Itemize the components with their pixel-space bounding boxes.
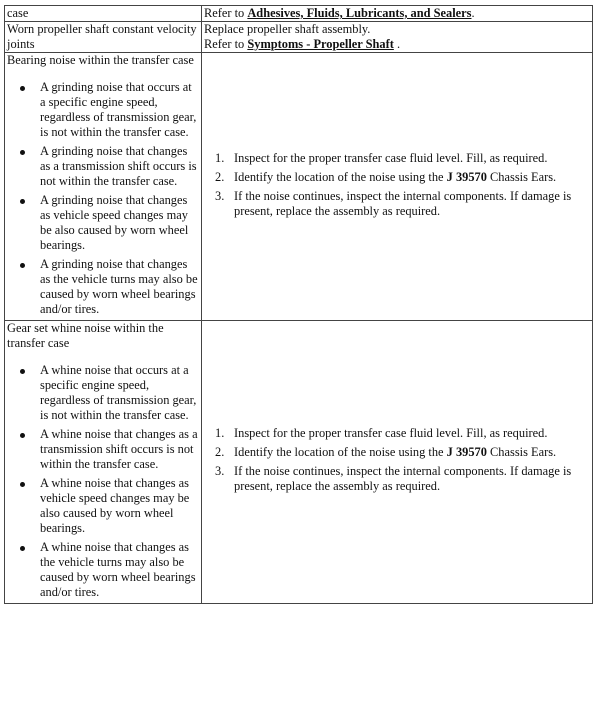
table-row xyxy=(5,321,593,604)
note-item: A grinding noise that changes as vehicle speed changes may be also caused by worn wheel bearings. xyxy=(40,193,199,253)
step-list xyxy=(204,426,590,494)
note-item: A whine noise that changes as the vehicle turns may also be caused by worn wheel bearings and/or tires. xyxy=(40,540,199,600)
action-cell xyxy=(202,22,593,53)
action-cell xyxy=(202,321,593,604)
note-item: A grinding noise that occurs at a specific engine speed, regardless of transmission gear, is not within the transfer case. xyxy=(40,80,199,140)
action-suffix: . xyxy=(393,37,401,51)
condition-cell xyxy=(5,321,202,604)
step-text: If the noise continues, inspect the internal components. If damage is present, replace the assembly as required. xyxy=(234,464,572,493)
step-number: 2. xyxy=(215,169,225,184)
note-item: A whine noise that occurs at a specific engine speed, regardless of transmission gear, is not within the transfer case. xyxy=(40,363,199,423)
condition-text: case xyxy=(7,6,29,20)
tool-number: J 39570 xyxy=(446,445,487,459)
step-list xyxy=(204,151,590,219)
condition-cell xyxy=(5,53,202,321)
action-suffix: . xyxy=(471,6,475,20)
condition-text: Gear set whine noise within the transfer case xyxy=(7,321,164,350)
table-row xyxy=(5,22,593,53)
action-cell xyxy=(202,6,593,22)
tool-number: J 39570 xyxy=(446,169,487,184)
step-item xyxy=(215,169,590,185)
step-text: If the noise continues, inspect the internal components. If damage is present, replace the assembly as required. xyxy=(234,188,572,218)
note-list xyxy=(7,363,199,600)
condition-cell xyxy=(5,6,202,22)
action-cell xyxy=(202,53,593,321)
note-item: A grinding noise that changes as a transmission shift occurs is not within the transfer case. xyxy=(40,144,199,189)
propeller-shaft-symptoms-link[interactable]: Symptoms - Propeller Shaft xyxy=(247,37,394,51)
condition-text: Bearing noise within the transfer case xyxy=(7,53,194,67)
note-list xyxy=(7,80,199,317)
step-item xyxy=(215,150,590,166)
table-row xyxy=(5,6,593,22)
step-number: 1. xyxy=(215,426,225,440)
note-item: A whine noise that changes as vehicle speed changes may be also caused by worn wheel bearings. xyxy=(40,476,199,536)
action-prefix: Refer to xyxy=(204,6,248,20)
action-line: Replace propeller shaft assembly. xyxy=(204,22,371,36)
note-item: A whine noise that changes as a transmission shift occurs is not within the transfer case. xyxy=(40,427,198,471)
step-item xyxy=(215,464,590,494)
step-text: Identify the location of the noise using the xyxy=(234,445,447,459)
step-number: 1. xyxy=(215,150,225,165)
step-number: 3. xyxy=(215,464,225,478)
step-number: 3. xyxy=(215,188,225,203)
condition-text: Worn propeller shaft constant velocity joints xyxy=(7,22,197,51)
step-text: Inspect for the proper transfer case fluid level. Fill, as required. xyxy=(234,426,548,440)
step-text: Identify the location of the noise using the xyxy=(234,169,447,184)
adhesives-fluids-link[interactable]: Adhesives, Fluids, Lubricants, and Sealers xyxy=(247,6,472,20)
action-prefix: Refer to xyxy=(204,37,248,51)
step-item xyxy=(215,188,590,219)
step-number: 2. xyxy=(215,445,225,459)
step-item xyxy=(215,426,590,441)
step-text: Chassis Ears. xyxy=(486,445,557,459)
diagnostic-table xyxy=(4,5,593,604)
table-row xyxy=(5,53,593,321)
note-item: A grinding noise that changes as the vehicle turns may also be caused by worn wheel bearings and/or tires. xyxy=(40,257,198,316)
step-text: Chassis Ears. xyxy=(486,169,557,184)
step-item xyxy=(215,445,590,460)
step-text: Inspect for the proper transfer case fluid level. Fill, as required. xyxy=(234,150,548,165)
condition-cell xyxy=(5,22,202,53)
